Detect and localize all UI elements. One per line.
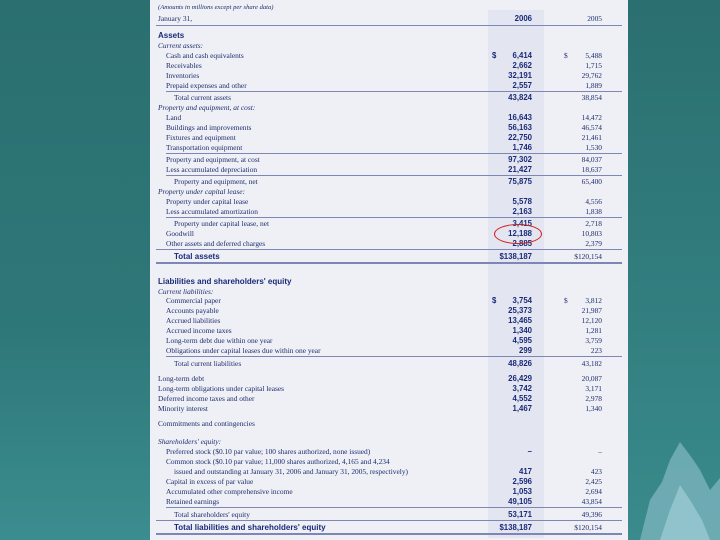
slide-background-left bbox=[0, 0, 150, 540]
row-accum-amortization: Less accumulated amortization 2,163 1,838 bbox=[166, 207, 602, 216]
col-header-2006: 2006 bbox=[514, 14, 532, 23]
row-accrued-liabilities: Accrued liabilities 13,465 12,120 bbox=[166, 316, 602, 325]
rule bbox=[156, 249, 622, 250]
shareholders-equity-label: Shareholders' equity: bbox=[158, 437, 222, 446]
current-assets-label: Current assets: bbox=[158, 41, 204, 50]
row-aoci: Accumulated other comprehensive income 1,053 2,694 bbox=[166, 487, 602, 496]
row-cap-lease-current: Obligations under capital leases due within one year 299 223 bbox=[166, 346, 602, 355]
current-liabilities-label: Current liabilities: bbox=[158, 287, 214, 296]
header-rule bbox=[156, 25, 622, 26]
row-inventories: Inventories 32,191 29,762 bbox=[166, 71, 602, 80]
row-other-assets: Other assets and deferred charges 2,885 2,379 bbox=[166, 239, 602, 248]
row-total-current-assets: Total current assets 43,824 38,854 bbox=[174, 93, 602, 102]
row-retained-earnings: Retained earnings 49,105 43,854 bbox=[166, 497, 602, 506]
commitments-label: Commitments and contingencies bbox=[158, 419, 255, 428]
iceberg-decoration bbox=[640, 430, 720, 540]
row-lt-capital-leases: Long-term obligations under capital leases 3,742 3,171 bbox=[158, 384, 602, 393]
row-ppe-net: Property and equipment, net 75,875 65,400 bbox=[174, 177, 602, 186]
row-capital-excess: Capital in excess of par value 2,596 2,425 bbox=[166, 477, 602, 486]
row-preferred-stock: Preferred stock ($0.10 par value; 100 shares authorized, none issued) – – bbox=[166, 447, 602, 456]
row-goodwill: Goodwill 12,188 10,803 bbox=[166, 229, 602, 238]
row-total-current-liabilities: Total current liabilities 48,826 43,182 bbox=[174, 359, 602, 368]
goodwill-highlight-circle bbox=[494, 224, 542, 244]
row-buildings: Buildings and improvements 56,163 46,574 bbox=[166, 123, 602, 132]
col-header-2005: 2005 bbox=[587, 14, 602, 23]
row-fixtures: Fixtures and equipment 22,750 21,461 bbox=[166, 133, 602, 142]
row-land: Land 16,643 14,472 bbox=[166, 113, 602, 122]
row-total-liabilities-equity: Total liabilities and shareholders' equity $138,187 $120,154 bbox=[174, 523, 602, 532]
rule bbox=[166, 356, 622, 357]
row-minority-interest: Minority interest 1,467 1,340 bbox=[158, 404, 602, 413]
ppe-label: Property and equipment, at cost: bbox=[158, 103, 256, 112]
rule bbox=[166, 507, 622, 508]
row-commercial-paper: Commercial paper $ 3,754 $ 3,812 bbox=[166, 296, 602, 305]
row-accrued-taxes: Accrued income taxes 1,340 1,281 bbox=[166, 326, 602, 335]
rule bbox=[166, 153, 622, 154]
amounts-note: (Amounts in millions except per share data) bbox=[158, 4, 274, 11]
row-accounts-payable: Accounts payable 25,373 21,987 bbox=[166, 306, 602, 315]
rule bbox=[156, 520, 622, 521]
row-receivables: Receivables 2,662 1,715 bbox=[166, 61, 602, 70]
row-transportation: Transportation equipment 1,746 1,530 bbox=[166, 143, 602, 152]
row-lt-debt-current: Long-term debt due within one year 4,595 3,759 bbox=[166, 336, 602, 345]
row-total-assets: Total assets $138,187 $120,154 bbox=[174, 252, 602, 261]
section-title-assets: Assets bbox=[158, 31, 185, 40]
rule bbox=[166, 91, 622, 92]
section-title-liabilities: Liabilities and shareholders' equity bbox=[158, 277, 292, 286]
row-capital-lease-net: Property under capital lease, net 3,415 2,718 bbox=[174, 219, 602, 228]
row-deferred-taxes: Deferred income taxes and other 4,552 2,978 bbox=[158, 394, 602, 403]
column-header-row bbox=[150, 14, 628, 23]
row-cash: Cash and cash equivalents $ 6,414 $ 5,488 bbox=[166, 51, 602, 60]
rule bbox=[166, 217, 622, 218]
row-accum-depreciation: Less accumulated depreciation 21,427 18,637 bbox=[166, 165, 602, 174]
row-ppe-cost: Property and equipment, at cost 97,302 84,037 bbox=[166, 155, 602, 164]
row-common-stock: Common stock ($0.10 par value; 11,000 shares authorized, 4,165 and 4,234 bbox=[166, 457, 390, 466]
rule bbox=[156, 262, 622, 264]
period-label: January 31, bbox=[158, 14, 193, 23]
row-long-term-debt: Long-term debt 26,429 20,087 bbox=[158, 374, 602, 383]
balance-sheet bbox=[150, 0, 628, 540]
cap-lease-label: Property under capital lease: bbox=[158, 187, 245, 196]
rule bbox=[156, 533, 622, 535]
rule bbox=[166, 175, 622, 176]
row-prepaid: Prepaid expenses and other 2,557 1,889 bbox=[166, 81, 602, 90]
row-capital-lease: Property under capital lease 5,578 4,556 bbox=[166, 197, 602, 206]
row-common-stock-cont: issued and outstanding at January 31, 2006 and January 31, 2005, respectively) 417 423 bbox=[174, 467, 602, 476]
row-total-equity: Total shareholders' equity 53,171 49,396 bbox=[174, 510, 602, 519]
